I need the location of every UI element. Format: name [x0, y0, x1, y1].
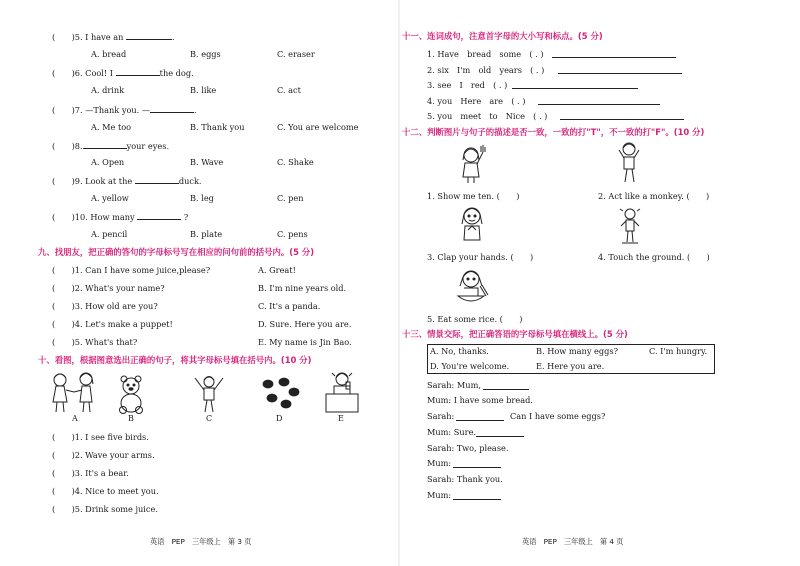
- picture-e-girl-drinking-juice: [322, 370, 362, 414]
- mc-question-5: ( )5. I have an .: [52, 32, 175, 42]
- s11-item-1: 1. Have bread some ( . ): [427, 49, 544, 59]
- mc7-option-b: B. Thank you: [190, 122, 245, 132]
- s12-item-2: 2. Act like a monkey. ( ): [598, 191, 710, 201]
- s9-answer-a: A. Great!: [258, 265, 296, 275]
- picture-a-two-children-greeting: [46, 370, 102, 414]
- s11-item-5: 5. you meet to Nice ( . ): [427, 111, 548, 121]
- mc5-option-b: B. eggs: [190, 49, 221, 59]
- mc10-option-a: A. pencil: [91, 229, 128, 239]
- mc8-option-a: A. Open: [91, 157, 125, 167]
- picture-c-child-waving-arms: [192, 370, 226, 414]
- s11-answer-line-4: [538, 104, 660, 105]
- s11-item-2: 2. six I'm old years ( . ): [427, 65, 545, 75]
- picture-label-a: A: [72, 414, 78, 423]
- dialogue-line-1: Sarah: Mum,: [427, 380, 481, 390]
- picture-label-d: D: [276, 414, 283, 423]
- mc7-option-a: A. Me too: [91, 122, 132, 132]
- picture-child-acting-like-monkey: [616, 140, 642, 184]
- mc7-option-c: C. You are welcome: [277, 122, 359, 132]
- s11-answer-line-1: [552, 57, 676, 58]
- s11-answer-line-5: [560, 119, 684, 120]
- picture-label-b: B: [128, 414, 134, 423]
- s12-item-3: 3. Clap your hands. ( ): [427, 252, 534, 262]
- option-a: A. No, thanks.: [430, 346, 489, 356]
- picture-girl-showing-fingers: [456, 142, 486, 184]
- dialogue-blank-4: [453, 467, 501, 468]
- option-d: D. You're welcome.: [430, 361, 510, 371]
- mc6-option-b: B. like: [190, 85, 217, 95]
- mc9-option-b: B. leg: [190, 193, 214, 203]
- dialogue-blank-1: [483, 389, 529, 390]
- s10-sentence-4: ( )4. Nice to meet you.: [52, 486, 159, 496]
- s11-answer-line-3: [512, 88, 638, 89]
- s9-answer-e: E. My name is Jin Bao.: [258, 337, 352, 347]
- s12-item-4: 4. Touch the ground. ( ): [598, 252, 710, 262]
- mc8-option-b: B. Wave: [190, 157, 224, 167]
- dialogue-line-2: Mum: I have some bread.: [427, 395, 533, 405]
- s9-answer-b: B. I'm nine years old.: [258, 283, 347, 293]
- s9-question-5: ( )5. What's that?: [52, 337, 138, 347]
- picture-d-five-birds: [258, 376, 302, 414]
- s11-item-3: 3. see I red ( . ): [427, 80, 508, 90]
- mc5-option-c: C. eraser: [277, 49, 315, 59]
- mc10-option-b: B. plate: [190, 229, 223, 239]
- picture-label-c: C: [206, 414, 213, 423]
- mc6-option-a: A. drink: [91, 85, 125, 95]
- mc5-option-a: A. bread: [91, 49, 127, 59]
- mc-question-10: ( )10. How many ?: [52, 212, 189, 222]
- dialogue-line-3: Sarah:: [427, 411, 455, 421]
- mc-question-9: ( )9. Look at the duck.: [52, 176, 202, 186]
- dialogue-blank-5: [453, 499, 501, 500]
- dialogue-line-7: Sarah: Thank you.: [427, 474, 503, 484]
- page-4: [400, 0, 800, 566]
- mc8-option-c: C. Shake: [277, 157, 314, 167]
- mc-question-6: ( )6. Cool! I the dog.: [52, 68, 194, 78]
- dialogue-blank-3: [476, 436, 524, 437]
- picture-b-bear: [115, 374, 147, 414]
- s9-answer-d: D. Sure. Here you are.: [258, 319, 352, 329]
- s9-question-2: ( )2. What's your name?: [52, 283, 165, 293]
- s9-answer-c: C. It's a panda.: [258, 301, 321, 311]
- dialogue-line-3-question: Can I have some eggs?: [510, 411, 606, 421]
- section-12-title: 十二、判断图片与句子的描述是否一致，一致的打"T"，不一致的打"F"。(10 分): [402, 127, 705, 137]
- section-10-title: 十、看图，根据图意选出正确的句子，将其字母标号填在括号内。(10 分): [38, 355, 312, 365]
- picture-girl-eating-rice: [452, 266, 490, 308]
- s10-sentence-5: ( )5. Drink some juice.: [52, 504, 158, 514]
- picture-girl-clapping-hands: [456, 204, 488, 246]
- mc9-option-a: A. yellow: [91, 193, 129, 203]
- picture-label-e: E: [338, 414, 344, 423]
- page-footer-3: 英语 PEP 三年级上 第 3 页: [150, 537, 252, 546]
- mc-question-8: ( )8. your eyes.: [52, 141, 170, 151]
- s12-item-1: 1. Show me ten. ( ): [427, 191, 520, 201]
- s10-sentence-1: ( )1. I see five birds.: [52, 432, 149, 442]
- s10-sentence-2: ( )2. Wave your arms.: [52, 450, 155, 460]
- dialogue-blank-2: [456, 420, 504, 421]
- option-c: C. I'm hungry.: [649, 346, 708, 356]
- mc-question-7: ( )7. —Thank you. — .: [52, 105, 197, 115]
- page-footer-4: 英语 PEP 三年级上 第 4 页: [522, 537, 624, 546]
- s9-question-4: ( )4. Let's make a puppet!: [52, 319, 173, 329]
- s12-item-5: 5. Eat some rice. ( ): [427, 314, 523, 324]
- s11-answer-line-2: [558, 73, 682, 74]
- s11-item-4: 4. you Here are ( . ): [427, 96, 526, 106]
- section-11-title: 十一、连词成句，注意首字母的大小写和标点。(5 分): [402, 31, 603, 41]
- s9-question-1: ( )1. Can I have some juice,please?: [52, 265, 211, 275]
- option-e: E. Here you are.: [536, 361, 605, 371]
- picture-child-touching-ground: [618, 206, 642, 246]
- s9-question-3: ( )3. How old are you?: [52, 301, 158, 311]
- mc9-option-c: C. pen: [277, 193, 304, 203]
- dialogue-line-4: Mum: Sure.: [427, 427, 477, 437]
- dialogue-line-5: Sarah: Two, please.: [427, 443, 509, 453]
- section-9-title: 九、找朋友，把正确的答句的字母标号写在相应的问句前的括号内。(5 分): [38, 247, 315, 257]
- option-b: B. How many eggs?: [536, 346, 618, 356]
- s10-sentence-3: ( )3. It's a bear.: [52, 468, 129, 478]
- section-13-title: 十三、情景交际，把正确答语的字母标号填在横线上。(5 分): [402, 329, 628, 339]
- dialogue-line-8: Mum:: [427, 490, 452, 500]
- mc6-option-c: C. act: [277, 85, 301, 95]
- dialogue-line-6: Mum:: [427, 458, 452, 468]
- mc10-option-c: C. pens: [277, 229, 308, 239]
